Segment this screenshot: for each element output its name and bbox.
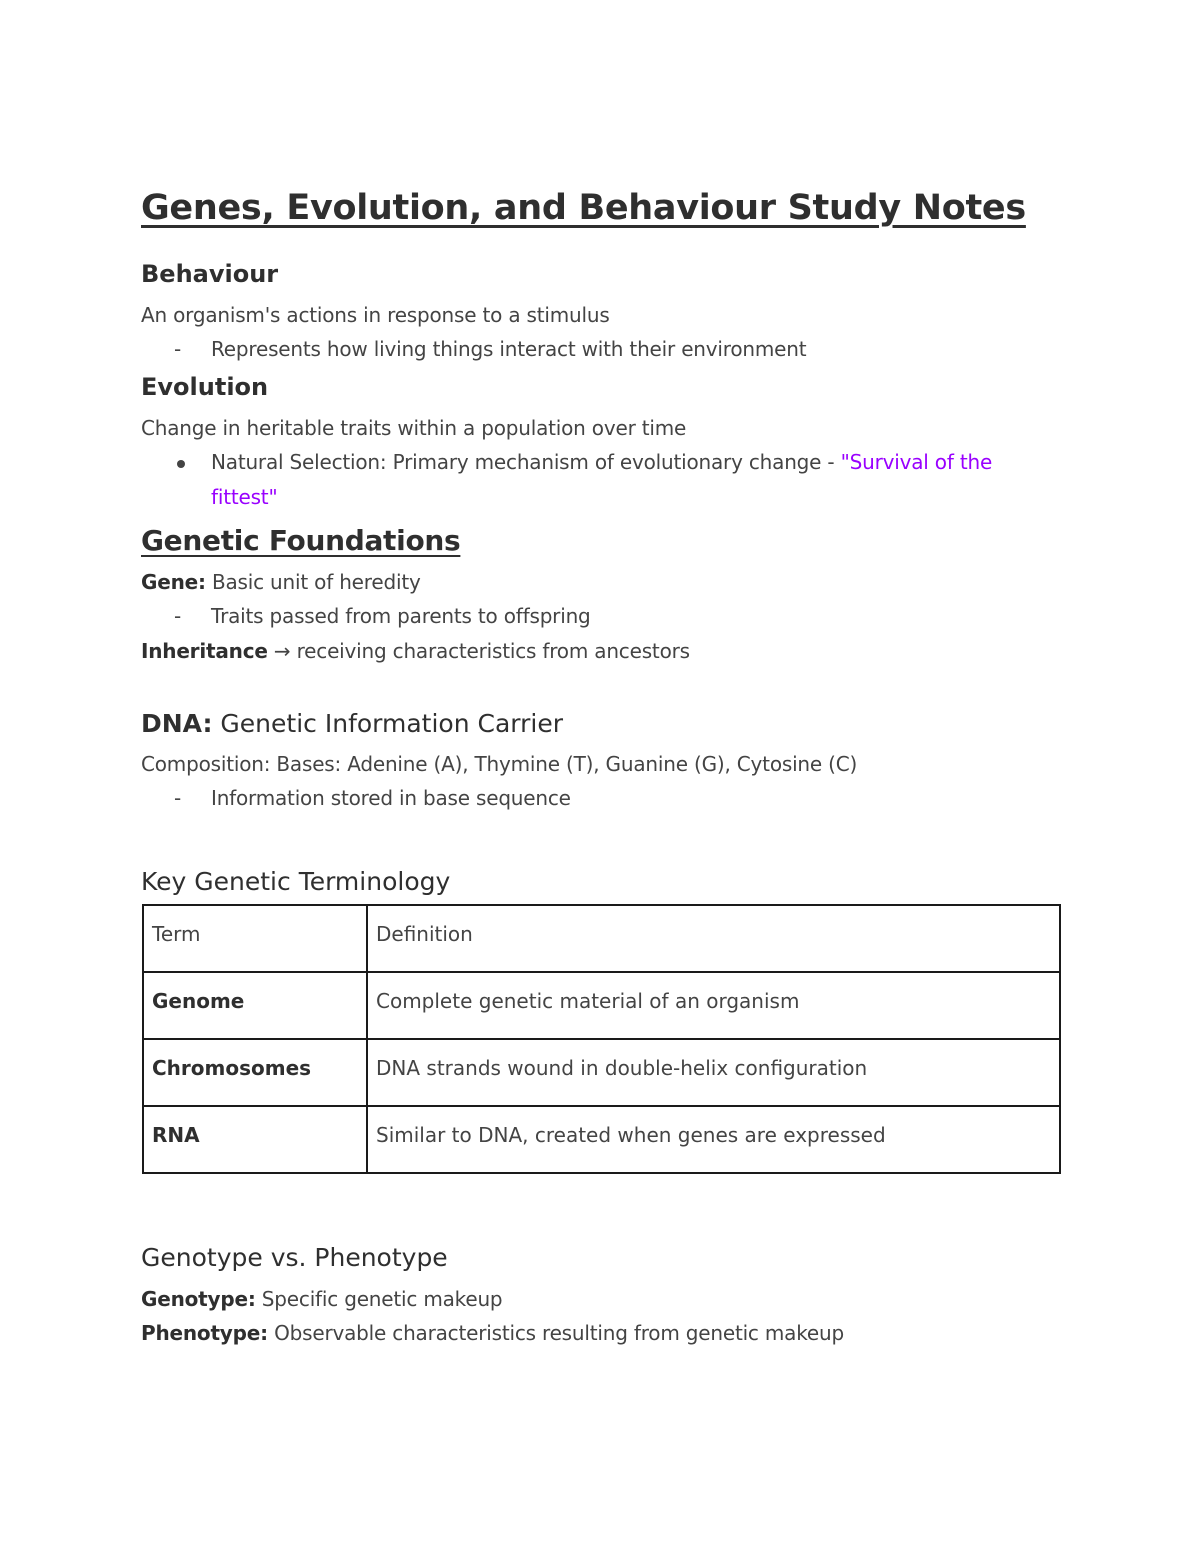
dna-heading: [141, 709, 563, 738]
definition-cell: Similar to DNA, created when genes are expressed: [367, 1106, 1060, 1173]
natural-selection-line: [211, 450, 992, 474]
inheritance-definition: [141, 639, 690, 663]
term-cell: RNA: [143, 1106, 367, 1173]
genotype-heading: Genotype vs. Phenotype: [141, 1243, 448, 1272]
survival-quote-part2: fittest": [211, 485, 278, 509]
genotype-text: Specific genetic makeup: [255, 1287, 503, 1311]
dna-composition: Composition: Bases: Adenine (A), Thymine (T), Guanine (G), Cytosine (C): [141, 752, 858, 776]
terminology-heading: Key Genetic Terminology: [141, 867, 451, 896]
header-definition: Definition: [367, 905, 1060, 972]
phenotype-text: Observable characteristics resulting from genetic makeup: [267, 1321, 844, 1345]
inheritance-label: Inheritance: [141, 639, 268, 663]
genotype-label: Genotype:: [141, 1287, 256, 1311]
behaviour-definition: An organism's actions in response to a stimulus: [141, 303, 610, 327]
definition-cell: Complete genetic material of an organism: [367, 972, 1060, 1039]
table-row: [143, 1106, 1060, 1173]
table-row: [143, 1039, 1060, 1106]
natural-selection-text: Natural Selection: Primary mechanism of evolutionary change -: [211, 450, 841, 474]
genetic-foundations-heading: Genetic Foundations: [141, 524, 461, 557]
inheritance-text: → receiving characteristics from ancestors: [267, 639, 690, 663]
bullet-dot-icon: [177, 460, 185, 468]
behaviour-point: Represents how living things interact with their environment: [211, 337, 807, 361]
gene-point: Traits passed from parents to offspring: [211, 604, 591, 628]
definition-cell: DNA strands wound in double-helix configuration: [367, 1039, 1060, 1106]
table-header-row: [143, 905, 1060, 972]
dna-heading-rest: Genetic Information Carrier: [212, 709, 564, 738]
gene-definition: [141, 570, 421, 594]
term-cell: Genome: [143, 972, 367, 1039]
page-title: Genes, Evolution, and Behaviour Study Notes: [141, 188, 1026, 228]
gene-label: Gene:: [141, 570, 206, 594]
dash-marker: -: [174, 337, 182, 361]
dna-point: Information stored in base sequence: [211, 786, 571, 810]
term-cell: Chromosomes: [143, 1039, 367, 1106]
evolution-heading: Evolution: [141, 373, 269, 401]
behaviour-heading: Behaviour: [141, 260, 279, 288]
survival-quote-part1: "Survival of the: [840, 450, 993, 474]
dash-marker: -: [174, 786, 182, 810]
header-term: Term: [143, 905, 367, 972]
table-row: [143, 972, 1060, 1039]
phenotype-label: Phenotype:: [141, 1321, 268, 1345]
gene-text: Basic unit of heredity: [205, 570, 421, 594]
dna-heading-bold: DNA:: [141, 709, 213, 738]
evolution-definition: Change in heritable traits within a population over time: [141, 416, 687, 440]
phenotype-definition: [141, 1321, 844, 1345]
genotype-definition: [141, 1287, 502, 1311]
terminology-table: [142, 904, 1061, 1174]
dash-marker: -: [174, 604, 182, 628]
